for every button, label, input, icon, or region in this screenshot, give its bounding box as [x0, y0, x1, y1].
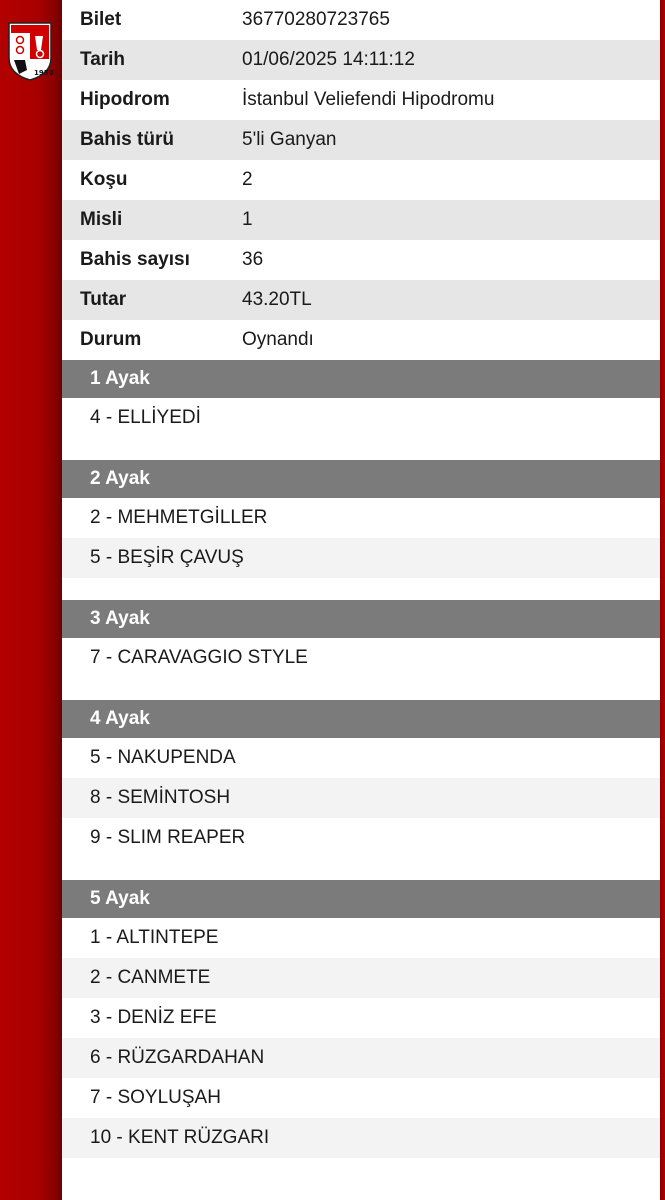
- ticket-info-value: Oynandı: [242, 329, 314, 350]
- ticket-info-label: Tutar: [80, 289, 127, 310]
- ticket-info-label: Koşu: [80, 169, 128, 190]
- ticket-info-table: [62, 0, 660, 360]
- ticket-info-row: [62, 160, 660, 200]
- horse-selection: 5 - NAKUPENDA: [90, 747, 236, 768]
- leg-spacer: [62, 858, 660, 880]
- ticket-info-label: Misli: [80, 209, 123, 230]
- left-brand-strip: [0, 0, 62, 1200]
- legs-list: [62, 360, 660, 1158]
- ticket-info-label: Bahis türü: [80, 129, 174, 150]
- ticket-info-label: Tarih: [80, 49, 126, 70]
- ticket-detail-panel: [62, 0, 660, 1200]
- ticket-info-label: Hipodrom: [80, 89, 170, 110]
- ticket-info-value: 1: [242, 209, 253, 230]
- horse-selection: 4 - ELLİYEDİ: [90, 407, 201, 428]
- crest-year: 1950: [34, 69, 54, 77]
- leg-header: 3 Ayak: [62, 600, 660, 638]
- leg-header: 1 Ayak: [62, 360, 660, 398]
- ticket-info-row: [62, 240, 660, 280]
- horse-selection: 8 - SEMİNTOSH: [62, 778, 660, 818]
- leg-spacer: [62, 678, 660, 700]
- ticket-info-value: İstanbul Veliefendi Hipodromu: [242, 89, 495, 110]
- ticket-info-value: 5'li Ganyan: [242, 129, 337, 150]
- ticket-info-row: [62, 280, 660, 320]
- horse-selection: 6 - RÜZGARDAHAN: [62, 1038, 660, 1078]
- ticket-info-row: [62, 120, 660, 160]
- ticket-info-value: 43.20TL: [242, 289, 312, 310]
- ticket-info-label: Bahis sayısı: [80, 249, 190, 270]
- ticket-info-row: [62, 320, 660, 360]
- ticket-info-label: Bilet: [80, 9, 122, 30]
- horse-selection: 2 - CANMETE: [62, 958, 660, 998]
- club-crest-icon: [5, 20, 55, 82]
- ticket-info-value: 2: [242, 169, 253, 190]
- leg-header: 4 Ayak: [62, 700, 660, 738]
- ticket-info-label: Durum: [80, 329, 142, 350]
- horse-selection: 7 - SOYLUŞAH: [90, 1087, 221, 1108]
- leg-spacer: [62, 438, 660, 460]
- ticket-info-value: 36770280723765: [242, 9, 390, 30]
- horse-selection: 1 - ALTINTEPE: [90, 927, 219, 948]
- ticket-info-row: [62, 200, 660, 240]
- leg-spacer: [62, 578, 660, 600]
- horse-selection: 3 - DENİZ EFE: [90, 1007, 217, 1028]
- leg-header: 5 Ayak: [62, 880, 660, 918]
- right-brand-strip: [660, 0, 665, 1200]
- leg-header: 2 Ayak: [62, 460, 660, 498]
- horse-selection: 9 - SLIM REAPER: [90, 827, 246, 848]
- horse-selection: 5 - BEŞİR ÇAVUŞ: [62, 538, 660, 578]
- ticket-info-row: [62, 80, 660, 120]
- ticket-info-value: 01/06/2025 14:11:12: [242, 49, 415, 70]
- ticket-info-row: [62, 40, 660, 80]
- horse-selection: 7 - CARAVAGGIO STYLE: [90, 647, 308, 668]
- ticket-info-value: 36: [242, 249, 264, 270]
- horse-selection: 10 - KENT RÜZGARI: [62, 1118, 660, 1158]
- horse-selection: 2 - MEHMETGİLLER: [90, 507, 268, 528]
- ticket-info-row: [62, 0, 660, 40]
